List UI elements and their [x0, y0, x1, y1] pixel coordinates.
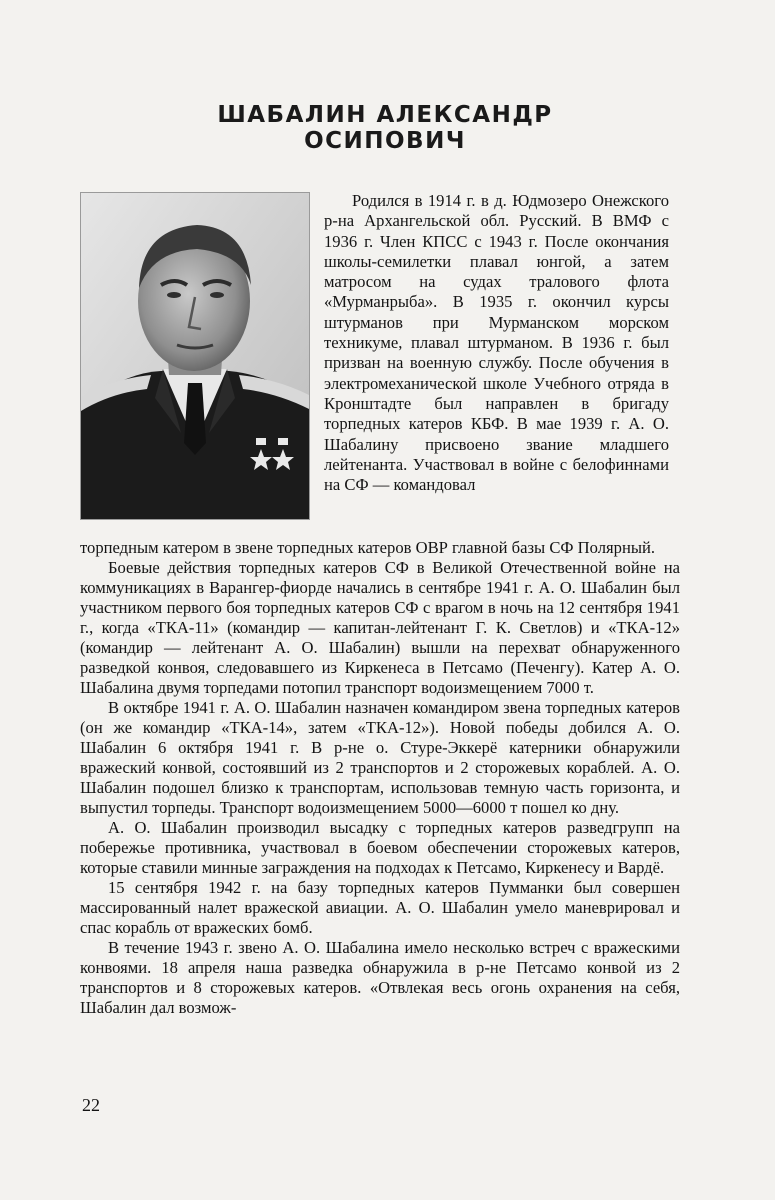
paragraph-first-battle: Боевые действия торпедных катеров СФ в Великой Отечественной войне на коммуникациях в Варангер-фиорде начались в сентябре 1941 г. А. О. Шабалин был участником первого боя торпедных катеров СФ с врагом в ночь на 12 сентября 1941 г., когда «ТКА-11» (командир — капитан-лейтенант Г. К. Светлов) и «ТКА-12» (командир — лейтенант А. О. Шабалин) вышли на перехват обнаруженного разведкой конвоя, следовавшего из Киркенеса в Петсамо (Печенгу). Катер А. О. Шабалина двумя торпедами потопил транспорт водоизмещением 7000 т.	[80, 558, 680, 697]
main-text-column	[80, 538, 680, 1018]
paragraph-landings: А. О. Шабалин производил высадку с торпедных катеров разведгрупп на побережье противника, участвовал в боевом обеспечении сторожевых катеров, которые ставили минные заграждения на подходах к Петсамо, Киркенесу и Вардё.	[80, 818, 680, 877]
paragraph-october-1941: В октябре 1941 г. А. О. Шабалин назначен командиром звена торпедных катеров (он же командир «ТКА-14», затем «ТКА-12»). Новой победы добился А. О. Шабалин 6 октября 1941 г. В р-не о. Стуре-Эккерё катерники обнаружили вражеский конвой, состоявший из 2 транспортов и 2 сторожевых кораблей. А. О. Шабалин подошел близко к транспортам, использовав темную часть горизонта, и выпустил торпеды. Транспорт водоизмещением 5000—6000 т пошел ко дну.	[80, 698, 680, 817]
intro-paragraph-wrapped	[324, 191, 669, 495]
portrait-illustration	[81, 193, 309, 519]
paragraph-air-raid: 15 сентября 1942 г. на базу торпедных катеров Пумманки был совершен массированный налет вражеской авиации. А. О. Шабалин умело маневрировал и спас корабль от вражеских бомб.	[80, 878, 680, 937]
intro-continuation: торпедным катером в звене торпедных катеров ОВР главной базы СФ Полярный.	[80, 538, 656, 557]
page-title: ШАБАЛИН АЛЕКСАНДР ОСИПОВИЧ	[217, 102, 553, 154]
intro-paragraph: Родился в 1914 г. в д. Юдмозеро Онежского р-на Архангельской обл. Русский. В ВМФ с 1936 г. Член КПСС с 1943 г. После окончания школы-семилетки плавал юнгой, а затем матросом на судах тралового флота «Мурманрыба». В 1935 г. окончил курсы штурманов при Мурманском морском техникуме, плавал штурманом. В 1936 г. был призван на военную службу. После обучения в электромеханической школе Учебного отряда в Кронштадте был направлен в бригаду торпедных катеров КБФ. В мае 1939 г. А. О. Шабалину присвоено звание младшего лейтенанта. Участвовал в войне с белофиннами на СФ — командовал	[324, 191, 669, 495]
portrait-photo	[80, 192, 310, 520]
page-number: 22	[82, 1095, 100, 1115]
paragraph-1943: В течение 1943 г. звено А. О. Шабалина имело несколько встреч с вражескими конвоями. 18 апреля наша разведка обнаружила в р-не Петсамо конвой из 2 транспортов и 8 сторожевых катеров. «Отвлекая весь огонь охранения на себя, Шабалин дал возмож-	[80, 938, 680, 1017]
